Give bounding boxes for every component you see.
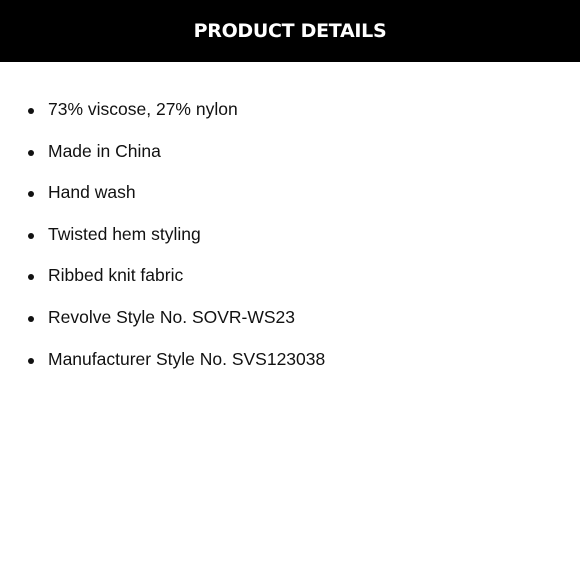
list-item bbox=[0, 339, 325, 381]
list-item-text: Made in China bbox=[48, 140, 161, 161]
list-item bbox=[0, 172, 325, 214]
list-item-text: Twisted hem styling bbox=[48, 223, 201, 244]
list-item-text: Manufacturer Style No. SVS123038 bbox=[48, 348, 326, 369]
header-bar bbox=[0, 0, 580, 62]
list-item-text: Ribbed knit fabric bbox=[48, 265, 184, 286]
bullet-icon bbox=[28, 274, 34, 280]
page-title: PRODUCT DETAILS bbox=[193, 20, 387, 42]
bullet-icon bbox=[28, 233, 34, 239]
bullet-icon bbox=[28, 358, 34, 364]
list-item bbox=[0, 214, 325, 256]
bullet-icon bbox=[28, 316, 34, 322]
list-item bbox=[0, 89, 325, 131]
list-item-text: Hand wash bbox=[48, 182, 136, 203]
list-item bbox=[0, 297, 325, 339]
list-item bbox=[0, 255, 325, 297]
bullet-icon bbox=[28, 191, 34, 197]
list-item-text: 73% viscose, 27% nylon bbox=[48, 99, 238, 119]
bullet-icon bbox=[28, 150, 34, 156]
list-item bbox=[0, 131, 325, 173]
product-details-list bbox=[0, 89, 325, 380]
bullet-icon bbox=[28, 108, 34, 114]
list-item-text: Revolve Style No. SOVR-WS23 bbox=[48, 306, 296, 327]
